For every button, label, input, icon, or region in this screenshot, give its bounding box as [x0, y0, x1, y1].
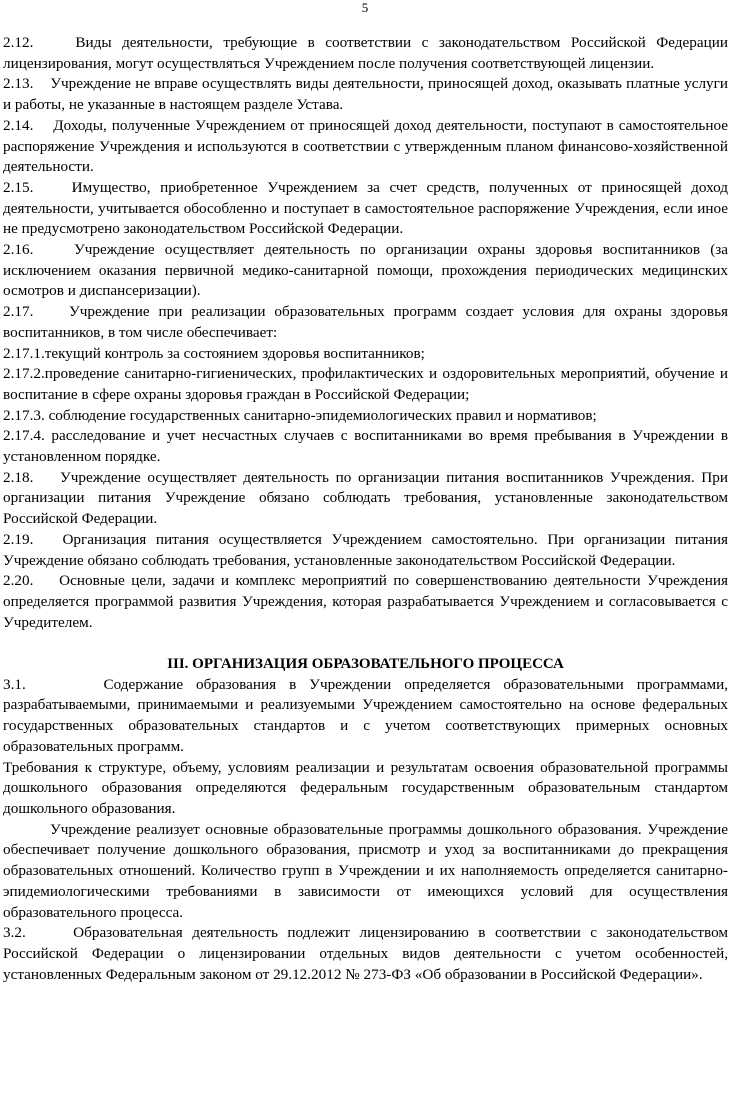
- paragraph-3-2: 3.2. Образовательная деятельность подлежит лицензированию в соответствии с законодательством Российской Федерации о лицензировании отдельных видов деятельности с учетом особенностей, установленных Федеральным законом от 29.12.2012 № 273-ФЗ «Об образовании в Российской Федерации».: [3, 924, 728, 983]
- paragraph-2-13: 2.13. Учреждение не вправе осуществлять виды деятельности, приносящей доход, оказывать платные услуги и работы, не указанные в настоящем разделе Устава.: [3, 75, 728, 114]
- paragraph-2-17: 2.17. Учреждение при реализации образовательных программ создает условия для охраны здоровья воспитанников, в том числе обеспечивает:: [3, 303, 728, 341]
- paragraph-2-17-3: 2.17.3. соблюдение государственных санитарно-эпидемиологических правил и нормативов;: [3, 406, 597, 424]
- paragraph-requirements: Требования к структуре, объему, условиям реализации и результатам освоения образовательной программы дошкольного образования определяются федеральным государственным образовательным стандартом дошкольного образования.: [3, 758, 728, 817]
- paragraph-2-17-1: 2.17.1.текущий контроль за состоянием здоровья воспитанников;: [3, 344, 425, 362]
- page-number: 5: [361, 0, 369, 15]
- paragraph-2-18: 2.18. Учреждение осуществляет деятельность по организации питания воспитанников Учреждения. При организации питания Учреждение обязано соблюдать требования, установленные законодательством Российской Федерации.: [3, 468, 728, 528]
- paragraph-2-17-2: 2.17.2.проведение санитарно-гигиенических, профилактических и оздоровительных мероприятий, обучение и воспитание в сфере охраны здоровья граждан в Российской Федерации;: [3, 365, 728, 403]
- section-heading: III. ОРГАНИЗАЦИЯ ОБРАЗОВАТЕЛЬНОГО ПРОЦЕССА: [167, 656, 564, 673]
- paragraph-2-19: 2.19. Организация питания осуществляется Учреждением самостоятельно. При организации питания Учреждение обязано соблюдать требования, установленные законодательством Российской Федерации.: [3, 530, 728, 569]
- paragraph-2-12: 2.12. Виды деятельности, требующие в соответствии с законодательством Российской Федерации лицензирования, могут осуществляться Учреждением после получения соответствующей лицензии.: [3, 34, 728, 72]
- paragraph-3-1: 3.1. Содержание образования в Учреждении определяется образовательными программами, разрабатываемыми, принимаемыми и реализуемыми Учреждением самостоятельно на основе федеральных государственных образовательных стандартов и с учетом соответствующих примерных основных образовательных программ.: [3, 675, 728, 755]
- paragraph-2-15: 2.15. Имущество, приобретенное Учреждением за счет средств, полученных от приносящей доход деятельности, учитывается обособленно и поступает в самостоятельное распоряжение Учреждения, если иное не предусмотрено законодательством Российской Федерации.: [3, 178, 728, 238]
- document-body: [3, 33, 728, 985]
- paragraph-2-20: 2.20. Основные цели, задачи и комплекс мероприятий по совершенствованию деятельности Учреждения определяется программой развития Учреждения, которая разрабатывается Учреждением и согласовывается с Учредителем.: [3, 572, 728, 631]
- paragraph-programs: Учреждение реализует основные образовательные программы дошкольного образования. Учреждение обеспечивает получение дошкольного образования, присмотр и уход за воспитанниками до прекращения образовательных отношений. Количество групп в Учреждении и их наполняемость определяется санитарно-эпидемиологическими требованиями в зависимости от имеющихся условий для осуществления образовательного процесса.: [3, 820, 728, 921]
- paragraph-2-14: 2.14. Доходы, полученные Учреждением от приносящей доход деятельности, поступают в самостоятельное распоряжение Учреждения и используются в соответствии с утвержденным планом финансово-хозяйственной деятельности.: [3, 116, 728, 176]
- paragraph-2-17-4: 2.17.4. расследование и учет несчастных случаев с воспитанниками во время пребывания в Учреждении в установленном порядке.: [3, 427, 728, 466]
- paragraph-2-16: 2.16. Учреждение осуществляет деятельность по организации охраны здоровья воспитанников (за исключением оказания первичной медико-санитарной помощи, прохождения периодических медицинских осмотров и диспансеризации).: [3, 241, 728, 300]
